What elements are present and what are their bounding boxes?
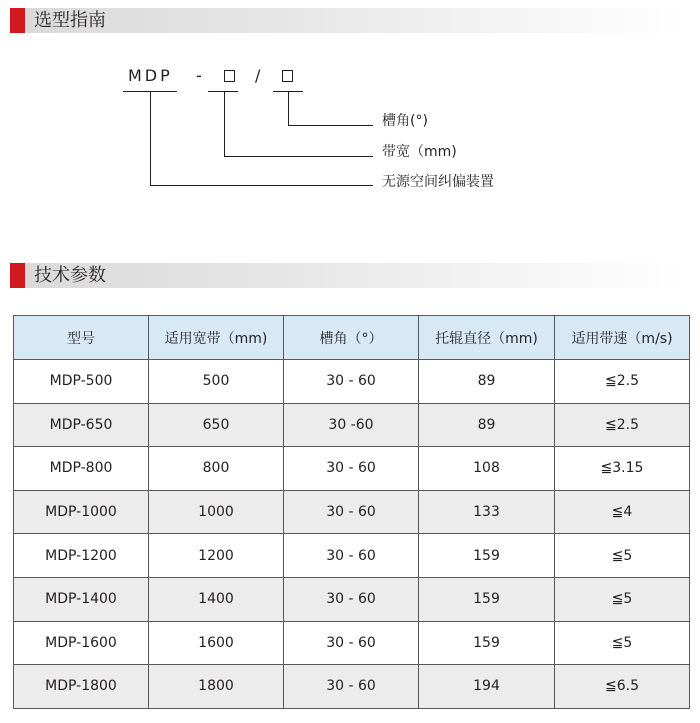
table-row (14, 403, 690, 447)
table-row (14, 360, 690, 404)
cell-belt-speed: ≦4 (555, 490, 690, 534)
section-marker (10, 263, 25, 288)
cell-belt-speed: ≦5 (555, 534, 690, 578)
prefix-leader-horizontal (150, 185, 373, 186)
model-code-diagram (0, 0, 700, 260)
cell-roller-diameter: 159 (419, 577, 555, 621)
section-header-technical-params (10, 263, 688, 288)
table-row (14, 534, 690, 578)
cell-roller-diameter: 89 (419, 360, 555, 404)
cell-roller-diameter: 194 (419, 665, 555, 709)
cell-model: MDP-1600 (14, 621, 149, 665)
cell-trough-angle: 30 - 60 (284, 577, 419, 621)
belt-width-placeholder-box (224, 70, 235, 82)
cell-belt-width: 500 (149, 360, 284, 404)
cell-belt-width: 1200 (149, 534, 284, 578)
model-prefix: MDP (128, 66, 173, 85)
table-row (14, 577, 690, 621)
section-title: 选型指南 (34, 10, 106, 31)
cell-trough-angle: 30 - 60 (284, 490, 419, 534)
cell-model: MDP-1400 (14, 577, 149, 621)
code-slash: / (255, 66, 264, 85)
header-roller-diameter: 托辊直径（mm) (419, 316, 555, 360)
table-row (14, 665, 690, 709)
header-belt-width: 适用宽带（mm) (149, 316, 284, 360)
angle-leader-horizontal (288, 125, 373, 126)
cell-belt-width: 800 (149, 447, 284, 491)
cell-model: MDP-500 (14, 360, 149, 404)
cell-trough-angle: 30 - 60 (284, 665, 419, 709)
cell-belt-width: 1600 (149, 621, 284, 665)
table-header-row (14, 316, 690, 360)
table-row (14, 490, 690, 534)
belt-width-label: 带宽（mm) (382, 144, 457, 160)
cell-trough-angle: 30 -60 (284, 403, 419, 447)
prefix-leader-vertical (150, 91, 151, 186)
device-name-label: 无源空间纠偏装置 (382, 174, 494, 190)
cell-trough-angle: 30 - 60 (284, 447, 419, 491)
cell-belt-width: 1400 (149, 577, 284, 621)
cell-roller-diameter: 108 (419, 447, 555, 491)
cell-model: MDP-1800 (14, 665, 149, 709)
section-title: 技术参数 (34, 265, 106, 286)
cell-trough-angle: 30 - 60 (284, 360, 419, 404)
technical-params-table (13, 315, 690, 709)
cell-belt-speed: ≦3.15 (555, 447, 690, 491)
table-row (14, 621, 690, 665)
cell-belt-width: 650 (149, 403, 284, 447)
cell-model: MDP-800 (14, 447, 149, 491)
cell-roller-diameter: 159 (419, 621, 555, 665)
cell-belt-speed: ≦6.5 (555, 665, 690, 709)
cell-belt-speed: ≦5 (555, 621, 690, 665)
cell-model: MDP-650 (14, 403, 149, 447)
cell-roller-diameter: 159 (419, 534, 555, 578)
cell-belt-speed: ≦2.5 (555, 360, 690, 404)
cell-trough-angle: 30 - 60 (284, 621, 419, 665)
cell-belt-speed: ≦5 (555, 577, 690, 621)
angle-leader-vertical (288, 91, 289, 126)
header-model: 型号 (14, 316, 149, 360)
trough-angle-label: 槽角(°) (382, 113, 428, 129)
trough-angle-placeholder-box (282, 70, 293, 82)
width-leader-vertical (224, 91, 225, 157)
width-leader-horizontal (224, 156, 373, 157)
table-row (14, 447, 690, 491)
cell-model: MDP-1200 (14, 534, 149, 578)
cell-model: MDP-1000 (14, 490, 149, 534)
cell-roller-diameter: 133 (419, 490, 555, 534)
width-underline (208, 91, 238, 92)
cell-trough-angle: 30 - 60 (284, 534, 419, 578)
header-trough-angle: 槽角（°） (284, 316, 419, 360)
cell-belt-width: 1000 (149, 490, 284, 534)
cell-belt-speed: ≦2.5 (555, 403, 690, 447)
cell-roller-diameter: 89 (419, 403, 555, 447)
code-dash: - (196, 66, 205, 85)
header-belt-speed: 适用带速（m/s) (555, 316, 690, 360)
cell-belt-width: 1800 (149, 665, 284, 709)
